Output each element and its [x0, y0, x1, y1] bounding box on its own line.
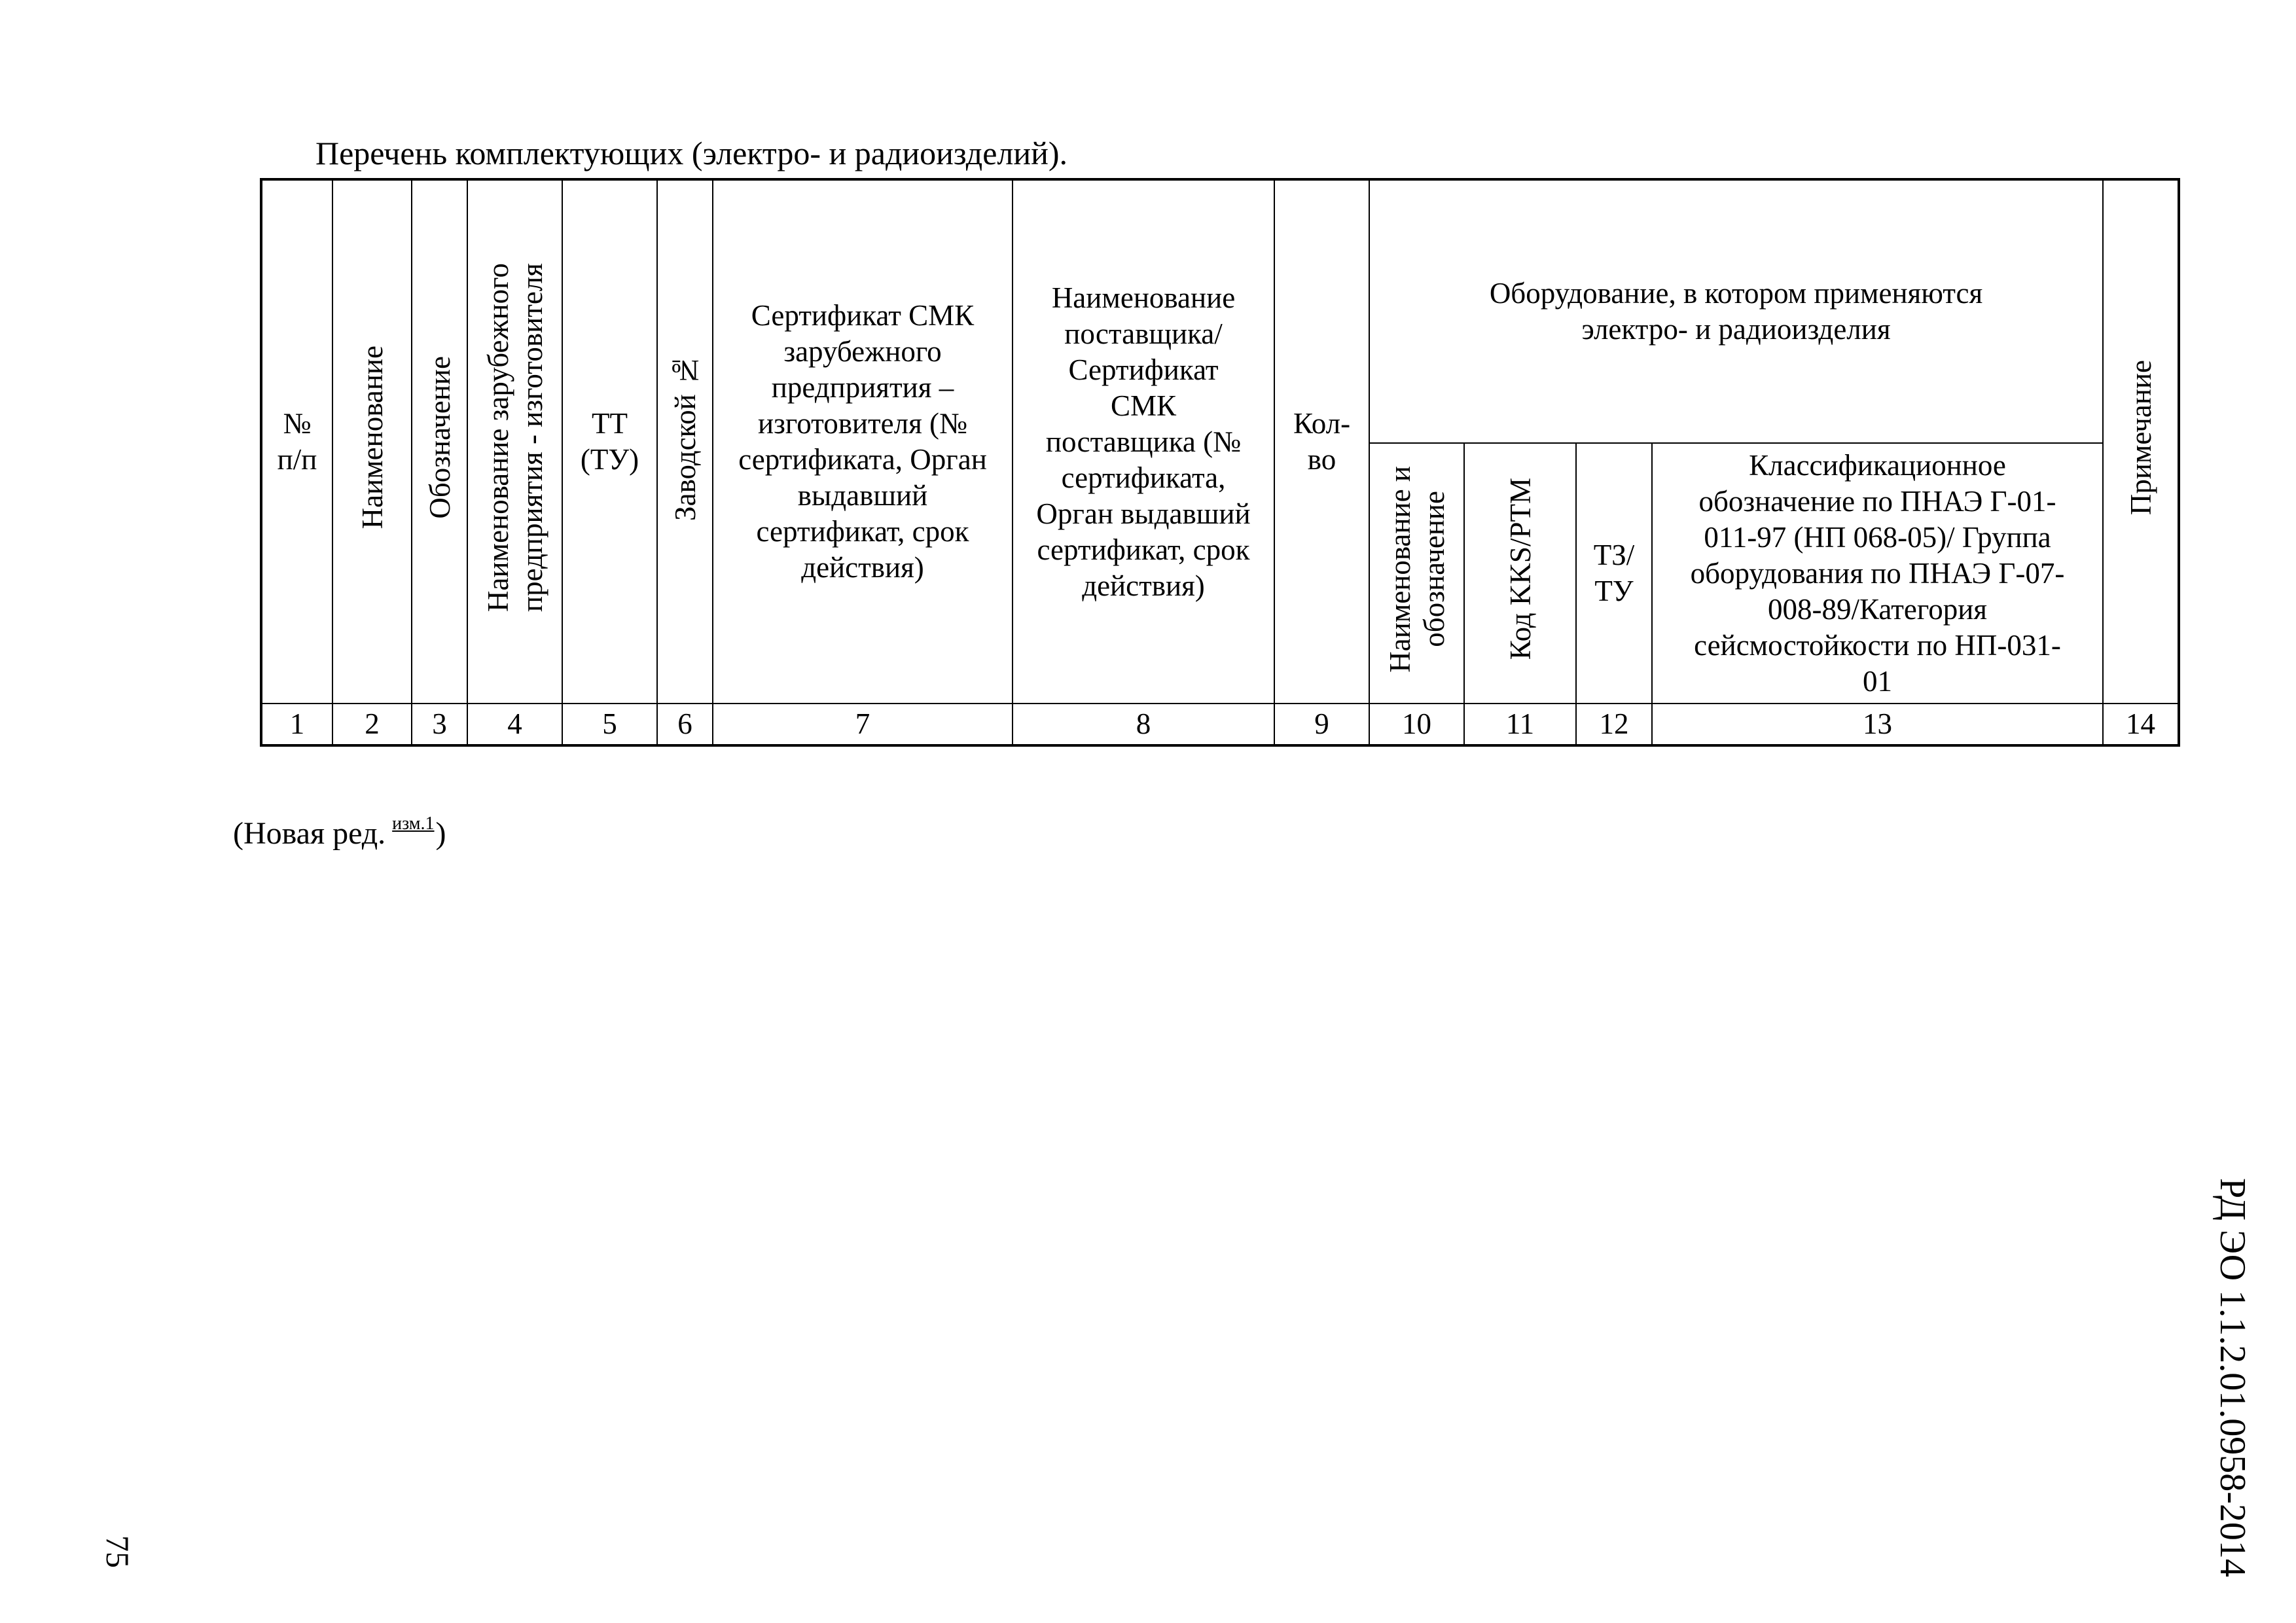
header-tt-tu-line-1: ТТ	[592, 407, 628, 440]
header-kks-code-text: Код KKS/PTM	[1503, 478, 1537, 660]
header-foreign-manufacturer-line-2: предприятия - изготовителя	[515, 263, 548, 612]
header-number-line-2: п/п	[277, 443, 317, 476]
header-equipment-group-line-2: электро- и радиоизделия	[1581, 313, 1891, 346]
column-number: 5	[562, 704, 657, 745]
header-foreign-manufacturer-line-1: Наименование зарубежного	[481, 263, 514, 612]
header-equipment-group	[1369, 179, 2103, 443]
header-classification	[1652, 443, 2103, 704]
header-tz-tu-line-1: ТЗ/	[1593, 539, 1635, 571]
header-manufacturer-certificate-line-4: изготовителя (№	[758, 407, 967, 440]
header-kks-code	[1464, 443, 1576, 704]
header-equipment-name	[1369, 443, 1464, 704]
header-name	[332, 179, 412, 704]
header-foreign-manufacturer	[467, 179, 562, 704]
header-manufacturer-certificate-line-2: зарубежного	[783, 335, 942, 368]
header-quantity	[1274, 179, 1369, 704]
header-remarks-text: Примечание	[2124, 359, 2157, 516]
components-table	[260, 178, 2180, 747]
header-supplier-certificate-line-4: СМК	[1110, 389, 1177, 422]
revision-link[interactable]: изм.1	[392, 813, 435, 834]
header-supplier-certificate-line-6: сертификата,	[1061, 461, 1226, 494]
header-serial-number	[657, 179, 713, 704]
header-manufacturer-certificate-line-5: сертификата, Орган	[738, 443, 987, 476]
header-equipment-name-line-2: обозначение	[1417, 491, 1450, 647]
header-serial-number-text: Заводской №	[668, 354, 702, 521]
column-number: 8	[1013, 704, 1274, 745]
header-equipment-group-line-1: Оборудование, в котором применяются	[1489, 277, 1983, 310]
header-manufacturer-certificate	[713, 179, 1013, 704]
column-number: 14	[2103, 704, 2179, 745]
header-designation	[412, 179, 467, 704]
column-number: 11	[1464, 704, 1576, 745]
column-number: 13	[1652, 704, 2103, 745]
header-remarks	[2103, 179, 2179, 704]
header-manufacturer-certificate-line-7: сертификат, срок	[756, 515, 969, 548]
column-number: 3	[412, 704, 467, 745]
document-code: РД ЭО 1.1.2.01.0958-2014	[2212, 1178, 2253, 1577]
header-number	[261, 179, 332, 704]
header-supplier-certificate-line-2: поставщика/	[1064, 317, 1223, 350]
header-number-line-1: №	[283, 407, 312, 440]
column-number: 9	[1274, 704, 1369, 745]
table-caption: Перечень комплектующих (электро- и радиоизделий).	[315, 135, 1068, 171]
revision-note-close: )	[435, 816, 446, 851]
header-classification-line-5: 008-89/Категория	[1768, 592, 1987, 626]
column-numbers-row	[261, 704, 2179, 745]
header-quantity-line-1: Кол-	[1293, 407, 1351, 440]
header-manufacturer-certificate-line-1: Сертификат СМК	[751, 299, 975, 332]
page-number: 75	[99, 1535, 136, 1568]
header-tz-tu-line-2: ТУ	[1594, 575, 1634, 607]
header-classification-line-1: Классификационное	[1749, 448, 2006, 482]
revision-note-open: (Новая ред.	[233, 816, 386, 851]
header-tz-tu	[1576, 443, 1652, 704]
column-number: 7	[713, 704, 1013, 745]
column-number: 10	[1369, 704, 1464, 745]
header-manufacturer-certificate-line-3: предприятия –	[771, 371, 954, 404]
header-supplier-certificate-line-1: Наименование	[1051, 281, 1236, 314]
header-tt-tu-line-2: (ТУ)	[580, 443, 639, 476]
header-manufacturer-certificate-line-8: действия)	[801, 551, 924, 584]
header-classification-line-3: 011-97 (НП 068-05)/ Группа	[1704, 520, 2051, 554]
header-classification-line-6: сейсмостойкости по НП-031-	[1694, 628, 2061, 662]
revision-note	[233, 814, 446, 858]
header-supplier-certificate-line-3: Сертификат	[1068, 353, 1219, 386]
header-manufacturer-certificate-line-6: выдавший	[797, 479, 928, 512]
header-designation-text: Обозначение	[423, 356, 456, 519]
header-quantity-line-2: во	[1307, 443, 1336, 476]
column-number: 2	[332, 704, 412, 745]
header-equipment-name-line-1: Наименование и	[1383, 465, 1416, 673]
header-supplier-certificate	[1013, 179, 1274, 704]
column-number: 12	[1576, 704, 1652, 745]
header-supplier-certificate-line-9: действия)	[1082, 569, 1205, 602]
column-number: 1	[261, 704, 332, 745]
header-classification-line-7: 01	[1863, 664, 1892, 698]
header-supplier-certificate-line-7: Орган выдавший	[1036, 497, 1251, 530]
header-classification-line-4: оборудования по ПНАЭ Г-07-	[1690, 556, 2065, 590]
header-name-text: Наименование	[355, 346, 389, 529]
header-supplier-certificate-line-5: поставщика (№	[1045, 425, 1242, 458]
header-supplier-certificate-line-8: сертификат, срок	[1037, 533, 1250, 566]
column-number: 6	[657, 704, 713, 745]
header-tt-tu	[562, 179, 657, 704]
header-classification-line-2: обозначение по ПНАЭ Г-01-	[1698, 484, 2056, 518]
column-number: 4	[467, 704, 562, 745]
